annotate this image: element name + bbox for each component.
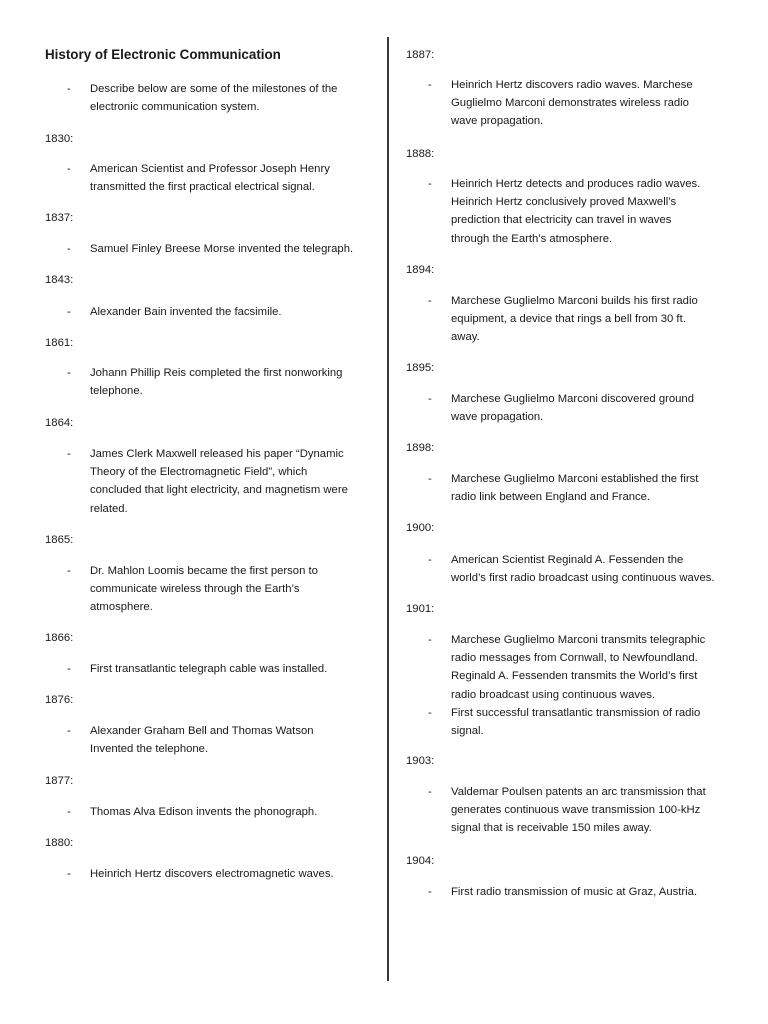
bullet-dash: - — [428, 886, 432, 898]
bullet-dash: - — [428, 634, 432, 646]
bullet-dash: - — [428, 707, 432, 719]
bullet-dash: - — [428, 178, 432, 190]
year-label: 1898: — [406, 442, 435, 454]
bullet-dash: - — [428, 79, 432, 91]
year-label: 1877: — [45, 775, 74, 787]
year-label: 1864: — [45, 417, 74, 429]
bullet-dash: - — [67, 163, 71, 175]
year-label: 1880: — [45, 837, 74, 849]
year-label: 1843: — [45, 274, 74, 286]
year-label: 1895: — [406, 362, 435, 374]
year-label: 1894: — [406, 264, 435, 276]
year-label: 1830: — [45, 133, 74, 145]
bullet-dash: - — [428, 554, 432, 566]
event-text: Marchese Guglielmo Marconi builds his first radio equipment, a device that rings a bell from 30 ft. away. — [451, 295, 698, 344]
event-text: American Scientist and Professor Joseph Henry transmitted the first practical electrical signal. — [90, 163, 330, 194]
year-label: 1865: — [45, 534, 74, 546]
event-text: Johann Phillip Reis completed the first nonworking telephone. — [90, 367, 343, 398]
bullet-dash: - — [67, 306, 71, 318]
event-text: Marchese Guglielmo Marconi discovered ground wave propagation. — [451, 393, 694, 424]
event-text: Heinrich Hertz discovers radio waves. Marchese Guglielmo Marconi demonstrates wireless radio wave propagation. — [451, 79, 693, 128]
event-text: Valdemar Poulsen patents an arc transmission that generates continuous wave transmission 100-kHz signal that is receivable 150 miles away. — [451, 786, 706, 835]
bullet-dash: - — [67, 663, 71, 675]
event-text: Marchese Guglielmo Marconi transmits telegraphic radio messages from Cornwall, to Newfoundland. Reginald A. Fessenden transmits the World’s first radio broadcast using continuous waves. — [451, 634, 706, 701]
document-title: History of Electronic Communication — [45, 47, 281, 62]
bullet-dash: - — [428, 473, 432, 485]
column-divider — [387, 37, 389, 981]
event-text: Dr. Mahlon Loomis became the first person to communicate wireless through the Earth’s atmosphere. — [90, 565, 318, 614]
bullet-dash: - — [67, 806, 71, 818]
bullet-dash: - — [428, 786, 432, 798]
intro-text: Describe below are some of the milestones of the electronic communication system. — [90, 83, 338, 114]
year-label: 1904: — [406, 855, 435, 867]
year-label: 1837: — [45, 212, 74, 224]
year-label: 1861: — [45, 337, 74, 349]
year-label: 1901: — [406, 603, 435, 615]
bullet-dash: - — [67, 725, 71, 737]
event-text: First successful transatlantic transmission of radio signal. — [451, 707, 701, 738]
bullet-dash: - — [67, 83, 71, 95]
event-text: American Scientist Reginald A. Fessenden the world’s first radio broadcast using continuous waves. — [451, 554, 715, 585]
event-text: Thomas Alva Edison invents the phonograph. — [90, 806, 318, 818]
bullet-dash: - — [67, 367, 71, 379]
event-text: Alexander Bain invented the facsimile. — [90, 306, 282, 318]
year-label: 1900: — [406, 522, 435, 534]
event-text: Samuel Finley Breese Morse invented the telegraph. — [90, 243, 354, 255]
event-text: Alexander Graham Bell and Thomas Watson Invented the telephone. — [90, 725, 314, 756]
event-text: First radio transmission of music at Graz, Austria. — [451, 886, 698, 898]
bullet-dash: - — [67, 565, 71, 577]
bullet-dash: - — [67, 448, 71, 460]
event-text: Heinrich Hertz detects and produces radio waves. Heinrich Hertz conclusively proved Maxwell’s prediction that electricity can travel in waves through the Earth’s atmosphere. — [451, 178, 701, 245]
year-label: 1876: — [45, 694, 74, 706]
event-text: Marchese Guglielmo Marconi established the first radio link between England and France. — [451, 473, 699, 504]
event-text: Heinrich Hertz discovers electromagnetic waves. — [90, 868, 334, 880]
bullet-dash: - — [428, 393, 432, 405]
bullet-dash: - — [67, 243, 71, 255]
year-label: 1903: — [406, 755, 435, 767]
bullet-dash: - — [428, 295, 432, 307]
event-text: James Clerk Maxwell released his paper “Dynamic Theory of the Electromagnetic Field”, which concluded that light electricity, and magnetism were related. — [90, 448, 348, 515]
year-label: 1866: — [45, 632, 74, 644]
year-label: 1887: — [406, 49, 435, 61]
year-label: 1888: — [406, 148, 435, 160]
bullet-dash: - — [67, 868, 71, 880]
event-text: First transatlantic telegraph cable was installed. — [90, 663, 328, 675]
